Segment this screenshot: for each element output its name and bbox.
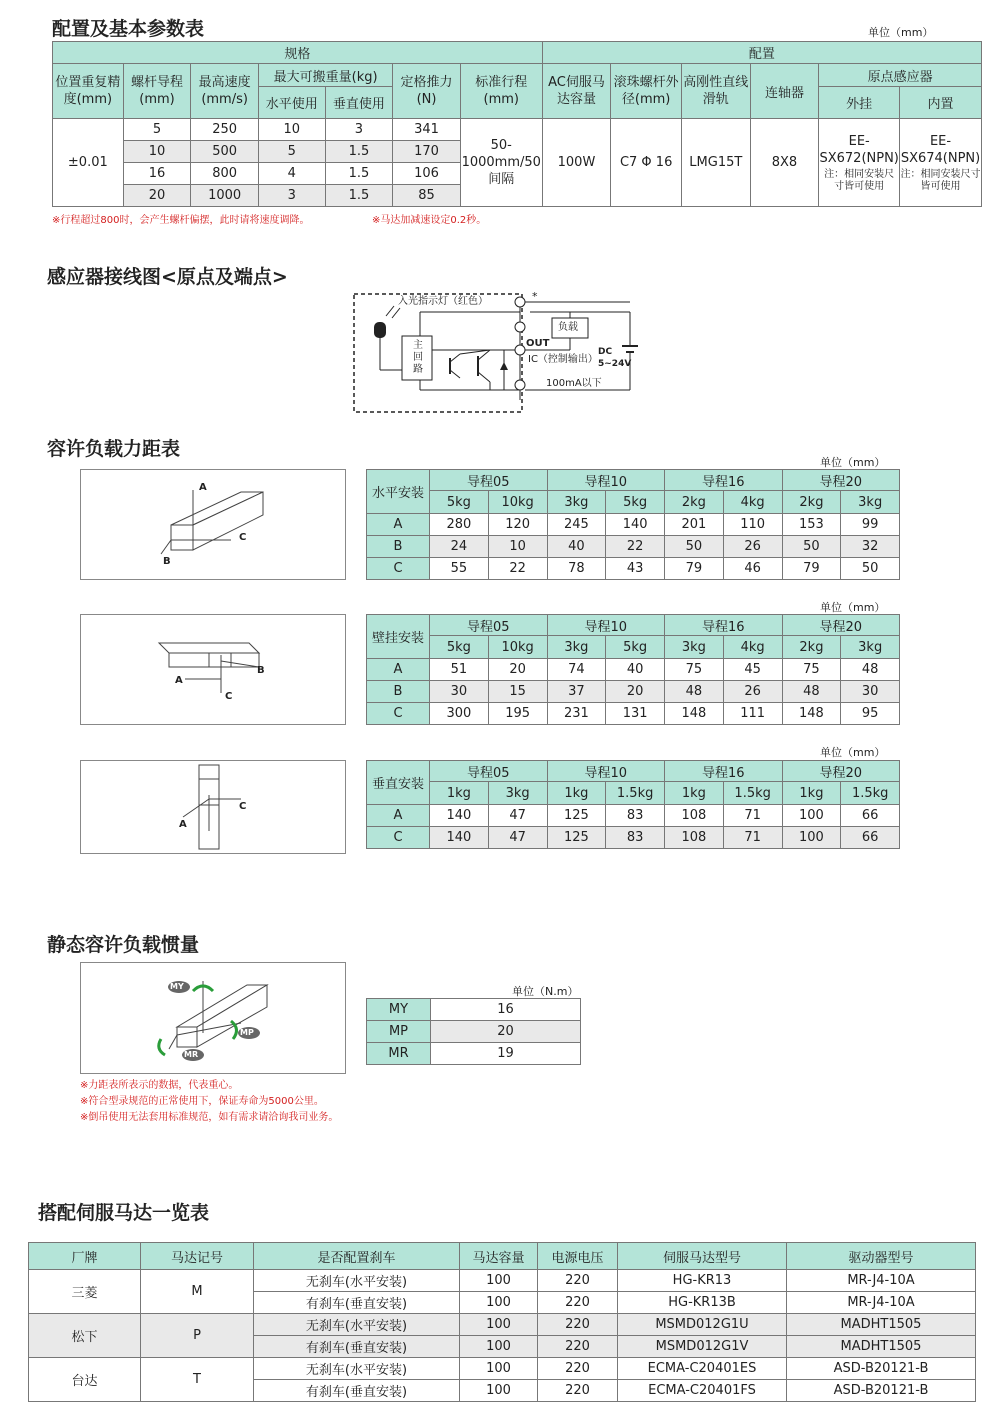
lead-header: 导程16	[665, 761, 783, 782]
vload-cell: 1.5	[325, 141, 393, 163]
value-cell: 48	[841, 659, 900, 681]
code-cell: T	[141, 1358, 254, 1402]
lead-header: 导程10	[547, 761, 665, 782]
axis-a-label: A	[175, 675, 183, 686]
brand-cell: 台达	[29, 1358, 141, 1402]
row-label: C	[367, 558, 430, 580]
h-screw: 滚珠螺杆外径(mm)	[611, 64, 682, 119]
value-cell: 47	[488, 827, 547, 849]
lead-header: 导程05	[430, 761, 548, 782]
weight-header: 2kg	[782, 491, 841, 514]
value-cell: 111	[723, 703, 782, 725]
value-cell: 100	[782, 805, 841, 827]
weight-header: 4kg	[723, 636, 782, 659]
inertia-label: MP	[367, 1021, 431, 1043]
value-cell: 50	[782, 536, 841, 558]
code-cell: P	[141, 1314, 254, 1358]
value-cell: 108	[665, 805, 724, 827]
section5-title: 搭配伺服马达一览表	[38, 1202, 210, 1224]
value-cell: 231	[547, 703, 606, 725]
motor-model-cell: HG-KR13B	[618, 1292, 787, 1314]
weight-header: 1kg	[665, 782, 724, 805]
value-cell: 125	[547, 827, 606, 849]
value-cell: 79	[782, 558, 841, 580]
brand-cell: 三菱	[29, 1270, 141, 1314]
lead-header: 导程16	[665, 615, 783, 636]
lead-cell: 16	[123, 163, 191, 185]
brake-cell: 无刹车(水平安装)	[254, 1270, 460, 1292]
row-label: C	[367, 827, 430, 849]
value-cell: 71	[723, 805, 782, 827]
h-rail: 高刚性直线滑轨	[681, 64, 750, 119]
capacity-cell: 100	[460, 1270, 538, 1292]
weight-header: 10kg	[488, 636, 547, 659]
axis-c-label: C	[239, 532, 247, 543]
value-cell: 26	[723, 681, 782, 703]
thrust-cell: 85	[393, 185, 461, 207]
wall-mount-diagram	[80, 614, 346, 725]
hload-cell: 3	[258, 185, 325, 207]
vertical-moment-table	[366, 760, 900, 849]
wiring-diagram	[350, 290, 650, 415]
value-cell: 75	[782, 659, 841, 681]
value-cell: 22	[488, 558, 547, 580]
value-cell: 55	[430, 558, 489, 580]
vload-cell: 1.5	[325, 163, 393, 185]
h-sensor: 原点感应器	[819, 64, 982, 87]
value-cell: 245	[547, 514, 606, 536]
value-cell: 140	[606, 514, 665, 536]
rail-value: LMG15T	[681, 119, 750, 207]
capacity-cell: 100	[460, 1380, 538, 1402]
value-cell: 48	[782, 681, 841, 703]
value-cell: 50	[665, 536, 724, 558]
value-cell: 79	[665, 558, 724, 580]
value-cell: 32	[841, 536, 900, 558]
lead-header: 导程10	[547, 470, 665, 491]
capacity-cell: 100	[460, 1358, 538, 1380]
weight-header: 3kg	[841, 491, 900, 514]
vload-cell: 3	[325, 119, 393, 141]
driver-model-cell: MR-J4-10A	[787, 1292, 976, 1314]
value-cell: 125	[547, 805, 606, 827]
moment-unit: 单位（mm）	[820, 601, 886, 614]
wall-mount-svg	[81, 615, 345, 724]
lead-header: 导程20	[782, 470, 900, 491]
hload-cell: 10	[258, 119, 325, 141]
moment-unit: 单位（mm）	[820, 456, 886, 469]
row-label: A	[367, 659, 430, 681]
value-cell: 20	[606, 681, 665, 703]
code-cell: M	[141, 1270, 254, 1314]
axis-b-label: B	[163, 556, 171, 567]
value-cell: 22	[606, 536, 665, 558]
speed-cell: 500	[191, 141, 259, 163]
group-spec: 规格	[53, 42, 543, 64]
value-cell: 40	[547, 536, 606, 558]
motor-model-cell: MSMD012G1V	[618, 1336, 787, 1358]
axis-a-label: A	[179, 819, 187, 830]
thrust-cell: 170	[393, 141, 461, 163]
value-cell: 10	[488, 536, 547, 558]
value-cell: 140	[430, 805, 489, 827]
stroke-value: 50-1000mm/50间隔	[460, 119, 542, 207]
h-external: 外挂	[819, 87, 900, 119]
value-cell: 46	[723, 558, 782, 580]
lead-header: 导程20	[782, 615, 900, 636]
col-header: 厂牌	[29, 1243, 141, 1270]
weight-header: 3kg	[841, 636, 900, 659]
mp-badge: MP	[240, 1028, 254, 1037]
spec-table	[52, 41, 982, 207]
value-cell: 15	[488, 681, 547, 703]
h-vertical: 垂直使用	[325, 87, 393, 119]
value-cell: 99	[841, 514, 900, 536]
section3-title: 容许负载力距表	[47, 438, 181, 460]
voltage-cell: 220	[538, 1336, 618, 1358]
my-badge: MY	[170, 982, 184, 991]
value-cell: 47	[488, 805, 547, 827]
brake-cell: 有刹车(垂直安装)	[254, 1336, 460, 1358]
motor-model-cell: ECMA-C20401ES	[618, 1358, 787, 1380]
capacity-cell: 100	[460, 1314, 538, 1336]
value-cell: 48	[665, 681, 724, 703]
value-cell: 140	[430, 827, 489, 849]
lead-header: 导程05	[430, 615, 548, 636]
moment-unit: 单位（mm）	[820, 746, 886, 759]
inertia-value: 20	[431, 1021, 581, 1043]
col-header: 是否配置刹车	[254, 1243, 460, 1270]
value-cell: 120	[488, 514, 547, 536]
star-mark: *	[532, 290, 538, 303]
axis-b-label: B	[257, 665, 265, 676]
weight-header: 2kg	[665, 491, 724, 514]
lead-header: 导程05	[430, 470, 548, 491]
vertical-mount-diagram	[80, 760, 346, 854]
inertia-table	[366, 998, 581, 1065]
weight-header: 1.5kg	[841, 782, 900, 805]
row-label: B	[367, 536, 430, 558]
led-label: 入光指示灯（红色）	[398, 296, 488, 307]
mount-label: 壁挂安装	[367, 615, 430, 659]
value-cell: 26	[723, 536, 782, 558]
lead-cell: 10	[123, 141, 191, 163]
value-cell: 131	[606, 703, 665, 725]
value-cell: 66	[841, 827, 900, 849]
value-cell: 100	[782, 827, 841, 849]
speed-cell: 1000	[191, 185, 259, 207]
value-cell: 40	[606, 659, 665, 681]
inertia-value: 19	[431, 1043, 581, 1065]
motor-model-cell: MSMD012G1U	[618, 1314, 787, 1336]
spec-note-2: ※马达加减速设定0.2秒。	[372, 215, 487, 226]
weight-header: 1.5kg	[723, 782, 782, 805]
weight-header: 3kg	[665, 636, 724, 659]
value-cell: 201	[665, 514, 724, 536]
h-lead: 螺杆导程(mm)	[123, 64, 191, 119]
value-cell: 148	[782, 703, 841, 725]
weight-header: 2kg	[782, 636, 841, 659]
h-speed: 最高速度(mm/s)	[191, 64, 259, 119]
weight-header: 1.5kg	[606, 782, 665, 805]
col-header: 驱动器型号	[787, 1243, 976, 1270]
lead-header: 导程16	[665, 470, 783, 491]
dc-label: DC 5~24V	[598, 347, 632, 369]
row-label: A	[367, 805, 430, 827]
inertia-note: ※倒吊使用无法套用标准规范，如有需求请洽询我司业务。	[80, 1112, 339, 1123]
weight-header: 3kg	[547, 636, 606, 659]
h-coupling: 连轴器	[750, 64, 819, 119]
voltage-cell: 220	[538, 1292, 618, 1314]
col-header: 马达容量	[460, 1243, 538, 1270]
value-cell: 280	[430, 514, 489, 536]
value-cell: 45	[723, 659, 782, 681]
driver-model-cell: MADHT1505	[787, 1314, 976, 1336]
sensor-int-note: 注：相同安装尺寸皆可使用	[900, 168, 981, 192]
value-cell: 83	[606, 827, 665, 849]
brake-cell: 无刹车(水平安装)	[254, 1314, 460, 1336]
row-label: B	[367, 681, 430, 703]
lead-cell: 20	[123, 185, 191, 207]
motor-model-cell: HG-KR13	[618, 1270, 787, 1292]
section4-title: 静态容许负载惯量	[47, 934, 200, 956]
weight-header: 10kg	[488, 491, 547, 514]
value-cell: 20	[488, 659, 547, 681]
lead-cell: 5	[123, 119, 191, 141]
h-internal: 内置	[900, 87, 982, 119]
axis-c-label: C	[225, 691, 233, 702]
section1-unit: 单位（mm）	[868, 26, 934, 39]
capacity-cell: 100	[460, 1336, 538, 1358]
h-motor: AC伺服马达容量	[542, 64, 611, 119]
value-cell: 75	[665, 659, 724, 681]
motor-value: 100W	[542, 119, 611, 207]
value-cell: 153	[782, 514, 841, 536]
out-label: OUT	[526, 338, 550, 349]
h-maxload: 最大可搬重量(kg)	[258, 64, 392, 87]
main-circuit-label: 主回路	[413, 340, 423, 375]
voltage-cell: 220	[538, 1270, 618, 1292]
thrust-cell: 106	[393, 163, 461, 185]
speed-cell: 250	[191, 119, 259, 141]
weight-header: 3kg	[488, 782, 547, 805]
inertia-svg	[81, 963, 345, 1073]
brake-cell: 无刹车(水平安装)	[254, 1358, 460, 1380]
mount-label: 水平安装	[367, 470, 430, 514]
value-cell: 37	[547, 681, 606, 703]
weight-header: 5kg	[606, 636, 665, 659]
limit-label: 100mA以下	[546, 378, 602, 389]
value-cell: 30	[430, 681, 489, 703]
horizontal-mount-svg	[81, 470, 345, 579]
inertia-note: ※力距表所表示的数据，代表重心。	[80, 1080, 239, 1091]
brake-cell: 有刹车(垂直安装)	[254, 1292, 460, 1314]
axis-c-label: C	[239, 801, 247, 812]
weight-header: 3kg	[547, 491, 606, 514]
driver-model-cell: MADHT1505	[787, 1336, 976, 1358]
brake-cell: 有刹车(垂直安装)	[254, 1380, 460, 1402]
weight-header: 5kg	[606, 491, 665, 514]
servo-motor-table	[28, 1242, 976, 1402]
section1-title: 配置及基本参数表	[52, 18, 205, 40]
sensor-ext-note: 注：相同安装尺寸皆可使用	[824, 168, 895, 192]
precision-value: ±0.01	[53, 119, 124, 207]
voltage-cell: 220	[538, 1358, 618, 1380]
row-label: C	[367, 703, 430, 725]
col-header: 电源电压	[538, 1243, 618, 1270]
value-cell: 51	[430, 659, 489, 681]
inertia-value: 16	[431, 999, 581, 1021]
weight-header: 1kg	[547, 782, 606, 805]
row-label: A	[367, 514, 430, 536]
inertia-note: ※符合型录规范的正常使用下，保证寿命为5000公里。	[80, 1096, 324, 1107]
value-cell: 50	[841, 558, 900, 580]
value-cell: 83	[606, 805, 665, 827]
inertia-diagram	[80, 962, 346, 1074]
mr-badge: MR	[184, 1050, 199, 1059]
hload-cell: 4	[258, 163, 325, 185]
value-cell: 71	[723, 827, 782, 849]
sensor-ext-model: EE-SX672(NPN)	[819, 133, 899, 166]
value-cell: 66	[841, 805, 900, 827]
brand-cell: 松下	[29, 1314, 141, 1358]
spec-note-1: ※行程超过800时，会产生螺杆偏摆，此时请将速度调降。	[52, 215, 310, 226]
value-cell: 110	[723, 514, 782, 536]
weight-header: 1kg	[782, 782, 841, 805]
screw-value: C7 Φ 16	[611, 119, 682, 207]
hload-cell: 5	[258, 141, 325, 163]
sensor-int-model: EE-SX674(NPN)	[900, 133, 981, 166]
mount-label: 垂直安装	[367, 761, 430, 805]
load-label: 负载	[558, 322, 578, 333]
weight-header: 1kg	[430, 782, 489, 805]
value-cell: 24	[430, 536, 489, 558]
motor-model-cell: ECMA-C20401FS	[618, 1380, 787, 1402]
ic-label: IC（控制输出）	[528, 354, 598, 365]
axis-a-label: A	[199, 482, 207, 493]
driver-model-cell: ASD-B20121-B	[787, 1380, 976, 1402]
value-cell: 95	[841, 703, 900, 725]
col-header: 伺服马达型号	[618, 1243, 787, 1270]
h-precision: 位置重复精度(mm)	[53, 64, 124, 119]
driver-model-cell: ASD-B20121-B	[787, 1358, 976, 1380]
inertia-label: MY	[367, 999, 431, 1021]
group-config: 配置	[542, 42, 981, 64]
horizontal-moment-table	[366, 469, 900, 580]
value-cell: 148	[665, 703, 724, 725]
value-cell: 300	[430, 703, 489, 725]
vertical-mount-svg	[81, 761, 345, 853]
value-cell: 43	[606, 558, 665, 580]
voltage-cell: 220	[538, 1380, 618, 1402]
h-stroke: 标准行程(mm)	[460, 64, 542, 119]
h-horizontal: 水平使用	[258, 87, 325, 119]
value-cell: 108	[665, 827, 724, 849]
weight-header: 4kg	[723, 491, 782, 514]
col-header: 马达记号	[141, 1243, 254, 1270]
coupling-value: 8X8	[750, 119, 819, 207]
horizontal-mount-diagram	[80, 469, 346, 580]
value-cell: 30	[841, 681, 900, 703]
capacity-cell: 100	[460, 1292, 538, 1314]
voltage-cell: 220	[538, 1314, 618, 1336]
weight-header: 5kg	[430, 636, 489, 659]
lead-header: 导程20	[782, 761, 900, 782]
value-cell: 78	[547, 558, 606, 580]
h-thrust: 定格推力(N)	[393, 64, 461, 119]
inertia-unit: 单位（N.m）	[512, 985, 579, 998]
weight-header: 5kg	[430, 491, 489, 514]
vload-cell: 1.5	[325, 185, 393, 207]
driver-model-cell: MR-J4-10A	[787, 1270, 976, 1292]
value-cell: 74	[547, 659, 606, 681]
speed-cell: 800	[191, 163, 259, 185]
wall-moment-table	[366, 614, 900, 725]
value-cell: 195	[488, 703, 547, 725]
section2-title: 感应器接线图<原点及端点>	[47, 266, 288, 288]
inertia-label: MR	[367, 1043, 431, 1065]
lead-header: 导程10	[547, 615, 665, 636]
thrust-cell: 341	[393, 119, 461, 141]
